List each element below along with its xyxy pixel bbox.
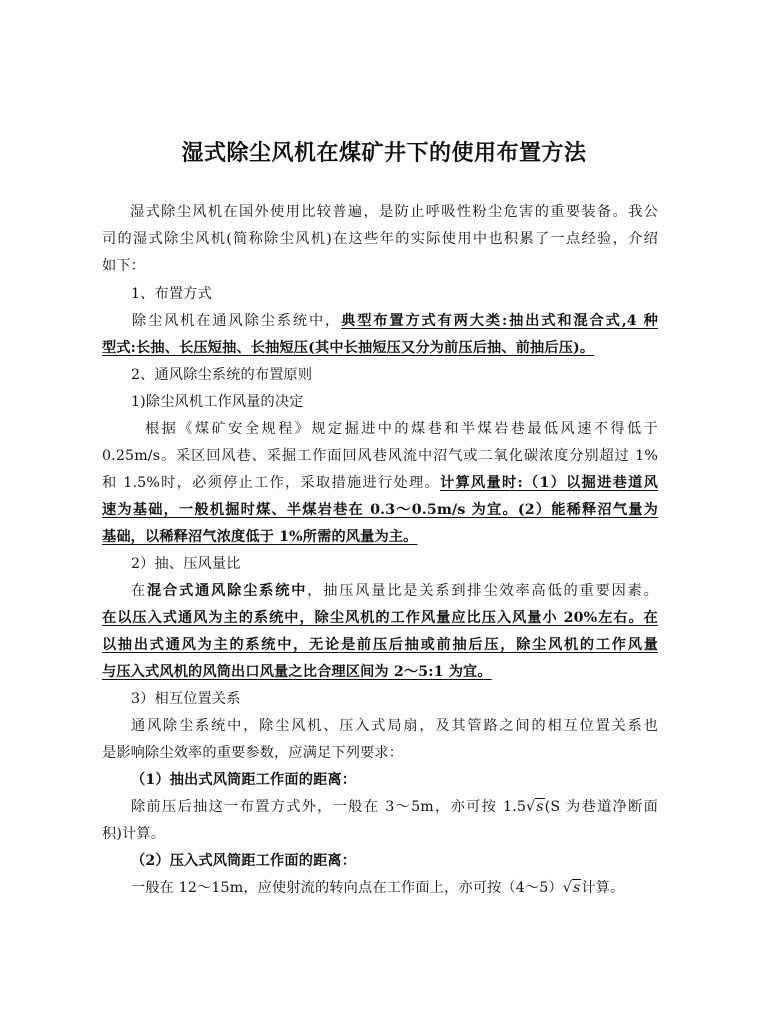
subsection-3-line-2: 是影响除尘效率的重要参数，应满足下列要求： <box>102 745 404 761</box>
intro-line-2: 司的湿式除尘风机(简称除尘风机)在这些年的实际使用中也积累了一点经验，介绍 <box>102 231 658 247</box>
intro-line-1: 湿式除尘风机在国外使用比较普遍，是防止呼吸性粉尘危害的重要装备。我公 <box>130 204 658 220</box>
subsection-3-line-1: 通风除尘系统中，除尘风机、压入式局扇，及其管路之间的相互位置关系也 <box>131 718 658 734</box>
subsection-2-line-2: 在以压入式通风为主的系统中，除尘风机的工作风量应比压入风量小 20%左右。在 <box>102 610 658 626</box>
subsection-3-heading: 3）相互位置关系 <box>131 691 241 707</box>
sqrt-radicand: s <box>572 880 581 896</box>
sqrt-symbol: √s <box>526 799 544 815</box>
subsection-2-line-1-plain-a: 在 <box>131 583 148 599</box>
sqrt-radicand: s <box>536 799 544 815</box>
subsection-1-line-5: 基础，以稀释沼气浓度低于 1%所需的风量为主。 <box>102 529 418 545</box>
subsection-2-line-1-bold: 混合式通风除尘系统中 <box>147 583 308 599</box>
item-1-heading: （1）抽出式风筒距工作面的距离： <box>131 772 357 788</box>
section-1-line-1-plain: 除尘风机在通风除尘系统中， <box>132 313 342 329</box>
section-1-line-1-bold: 典型布置方式有两大类:抽出式和混合式,4 种 <box>341 313 659 329</box>
item-1-line-1-b: (S 为巷道净断面 <box>544 799 658 815</box>
section-1-line-2: 型式:长抽、长压短抽、长抽短压(其中长抽短压又分为前压后抽、前抽后压)。 <box>102 340 595 356</box>
subsection-2-line-1 <box>131 581 658 601</box>
subsection-2-line-4: 与压入式风机的风筒出口风量之比合理区间为 2～5:1 为宜。 <box>102 664 492 680</box>
item-1-line-1 <box>131 797 658 817</box>
section-2-heading: 2、通风除尘系统的布置原则 <box>131 367 313 383</box>
subsection-1-heading: 1)除尘风机工作风量的决定 <box>131 394 304 410</box>
subsection-1-line-3-plain: 和 1.5%时，必须停止工作，采取措施进行处理。 <box>102 475 440 491</box>
page-title: 湿式除尘风机在煤矿井下的使用布置方法 <box>181 140 587 166</box>
subsection-1-line-3-bold: 计算风量时:（1）以掘进巷道风 <box>440 475 658 491</box>
subsection-1-line-2: 0.25m/s。采区回风巷、采掘工作面回风巷风流中沼气或二氧化碳浓度分别超过 1% <box>102 448 658 464</box>
sqrt-symbol: √s <box>562 880 581 896</box>
section-1-heading: 1、布置方式 <box>131 286 212 302</box>
item-1-line-2: 积)计算。 <box>102 826 166 842</box>
subsection-1-line-1: 根据《煤矿安全规程》规定掘进中的煤巷和半煤岩巷最低风速不得低于 <box>145 421 658 437</box>
item-2-line-1-a: 一般在 12～15m，应使射流的转向点在工作面上，亦可按（4～5） <box>131 880 563 896</box>
subsection-2-line-3: 以抽出式通风为主的系统中，无论是前压后抽或前抽后压，除尘风机的工作风量 <box>102 637 658 653</box>
intro-line-3: 如下： <box>102 258 146 274</box>
item-2-heading: （2）压入式风筒距工作面的距离： <box>131 853 357 869</box>
section-1-line-1 <box>132 311 658 331</box>
item-2-line-1 <box>131 878 624 898</box>
subsection-1-line-4: 速为基础，一般机掘时煤、半煤岩巷在 0.3～0.5m/s 为宜。(2）能稀释沼气量为 <box>102 502 658 518</box>
subsection-1-line-3 <box>102 473 658 493</box>
item-1-line-1-a: 除前压后抽这一布置方式外，一般在 3～5m，亦可按 1.5 <box>131 799 526 815</box>
item-2-line-1-b: 计算。 <box>581 880 625 896</box>
subsection-2-line-1-plain-b: ，抽压风量比是关系到排尘效率高低的重要因素。 <box>307 583 658 599</box>
subsection-2-heading: 2）抽、压风量比 <box>131 556 241 572</box>
